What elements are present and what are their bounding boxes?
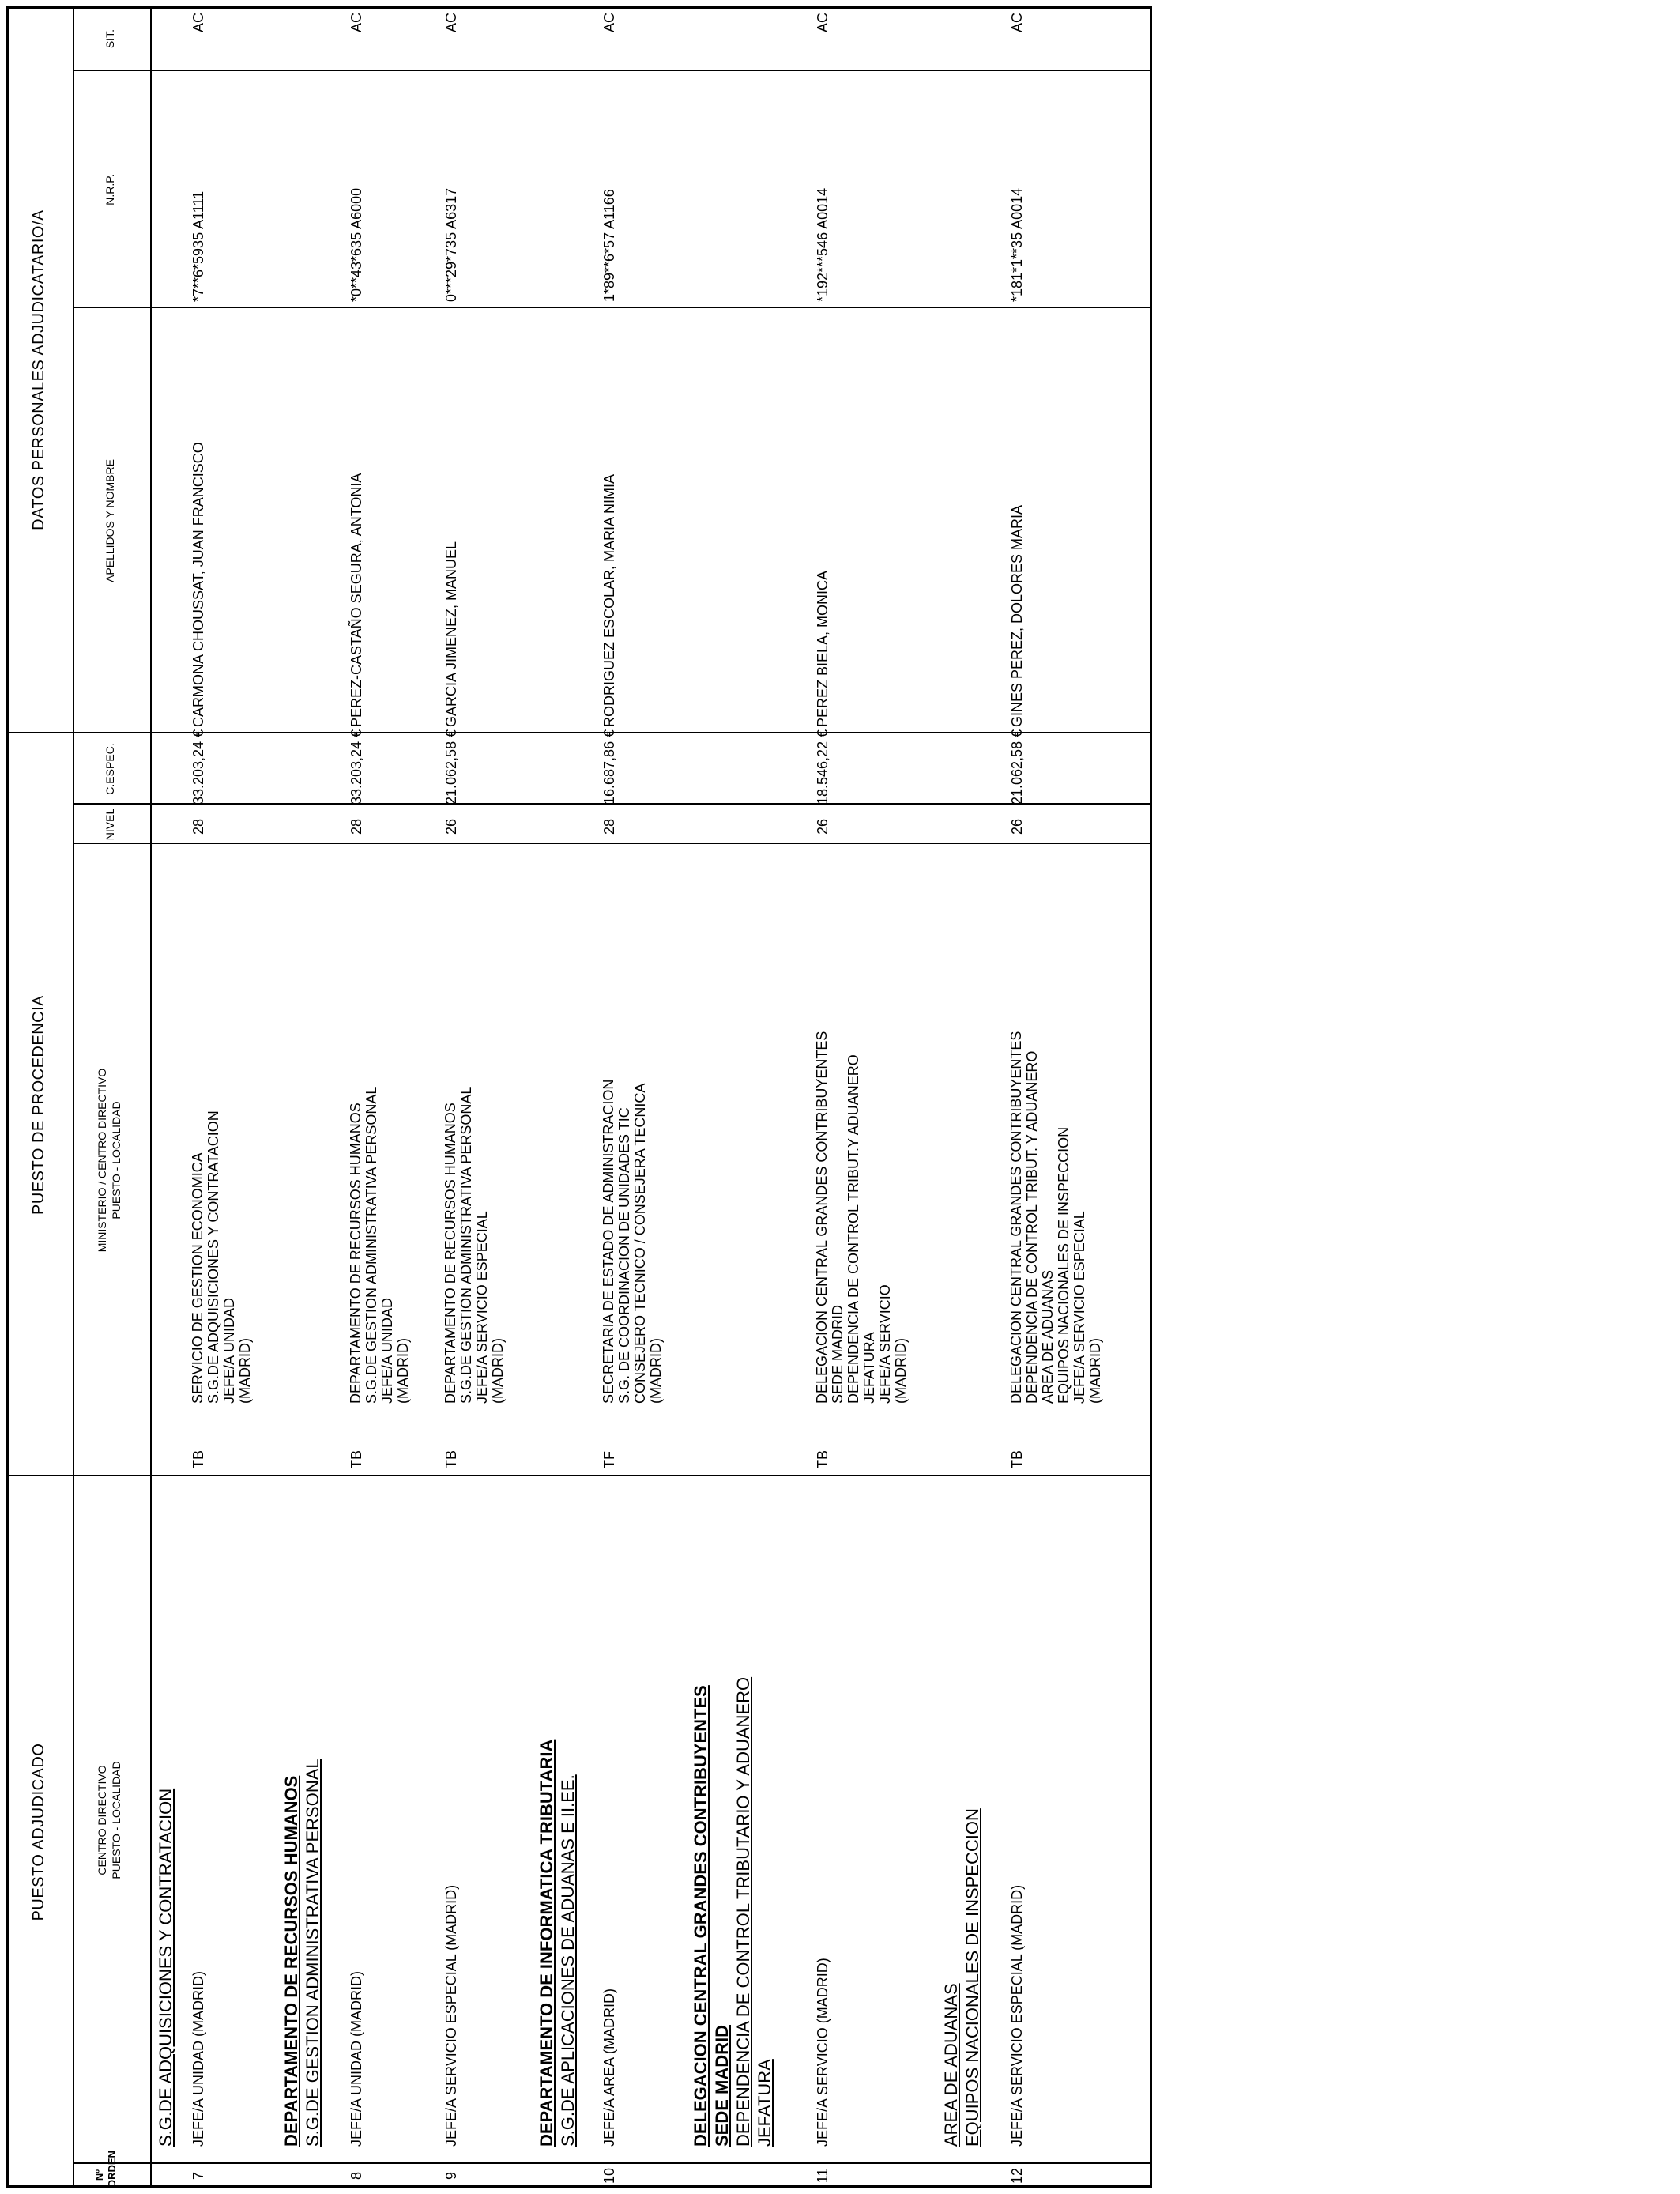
row-nrp: *7**6*5935 A1111 [190,190,206,302]
header-apellidos: APELLIDOS Y NOMBRE [104,459,116,582]
row-sit: AC [190,12,206,32]
row-tipo: TB [190,1449,206,1468]
row-procedencia: DELEGACION CENTRAL GRANDES CONTRIBUYENTES SEDE MADRID DEPENDENCIA DE CONTROL TRIBUT.Y ADUANERO JEFATURA JEFE/A SERVICIO (MADRID) [814,1031,909,1404]
row-sit: AC [815,12,831,32]
row-nombre: PEREZ BIELA, MONICA [815,570,831,727]
header-datos-personales: DATOS PERSONALES ADJUDICATARIO/A [30,209,47,530]
row-nombre: PEREZ-CASTAÑO SEGURA, ANTONIA [348,473,364,727]
group-heading: S.G.DE ADQUISICIONES Y CONTRATACION [156,1788,175,2147]
group-heading: DEPARTAMENTO DE INFORMATICA TRIBUTARIA [537,1739,556,2147]
row-nivel: 26 [1009,818,1025,835]
row-puesto: JEFE/A UNIDAD (MADRID) [348,1970,364,2147]
section-divider-2 [6,732,1152,733]
row-tipo: TB [443,1449,459,1468]
row-tipo: TB [815,1449,831,1468]
row-puesto: JEFE/A SERVICIO ESPECIAL (MADRID) [443,1884,459,2147]
header-divider-top [73,6,74,2188]
row-nivel: 28 [601,818,617,835]
header-sit: SIT. [104,28,116,49]
row-nivel: 28 [348,818,364,835]
row-procedencia: SECRETARIA DE ESTADO DE ADMINISTRACION S.G. DE COORDINACION DE UNIDADES TIC CONSEJERO TECNICO / CONSEJERA TECNICA (MADRID) [601,1079,664,1404]
row-procedencia: DELEGACION CENTRAL GRANDES CONTRIBUYENTES DEPENDENCIA DE CONTROL TRIBUT. Y ADUANERO AREA DE ADUANAS EQUIPOS NACIONALES DE INSPECCION JEFE/A SERVICIO ESPECIAL (MADRID) [1008,1031,1103,1404]
row-nombre: GINES PEREZ, DOLORES MARIA [1009,504,1025,727]
row-procedencia: DEPARTAMENTO DE RECURSOS HUMANOS S.G.DE GESTION ADMINISTRATIVA PERSONAL JEFE/A SERVICIO ESPECIAL (MADRID) [443,1086,506,1404]
row-nombre: GARCIA JIMENEZ, MANUEL [443,541,459,727]
row-nombre: RODRIGUEZ ESCOLAR, MARIA NIMIA [601,473,617,727]
group-subheading: EQUIPOS NACIONALES DE INSPECCION [962,1808,982,2147]
header-c-espec: C.ESPEC. [104,743,116,795]
row-puesto: JEFE/A UNIDAD (MADRID) [190,1970,206,2147]
header-nrp: N.R.P. [104,174,116,205]
row-c-espec: 33.203,24 € [348,729,364,805]
group-subheading: DEPENDENCIA DE CONTROL TRIBUTARIO Y ADUANERO [733,1676,753,2147]
row-puesto: JEFE/A AREA (MADRID) [601,1988,617,2147]
header-divider-bottom [150,6,152,2188]
header-nivel: NIVEL [104,808,116,841]
row-sit: AC [601,12,617,32]
row-c-espec: 18.546,22 € [815,729,831,805]
row-c-espec: 21.062,58 € [443,729,459,805]
header-puesto-procedencia: PUESTO DE PROCEDENCIA [30,995,47,1215]
group-heading: AREA DE ADUANAS [941,1983,961,2147]
row-c-espec: 16.687,86 € [601,729,617,805]
col-divider-nrp [73,307,1152,308]
header-centro-directivo: CENTRO DIRECTIVO PUESTO - LOCALIDAD [96,1761,122,1879]
row-c-espec: 33.203,24 € [190,729,206,805]
section-divider-1 [6,1475,1152,1476]
row-procedencia: SERVICIO DE GESTION ECONOMICA S.G.DE ADQUISICIONES Y CONTRATACION JEFE/A UNIDAD (MADRID) [190,1110,253,1404]
row-nrp: *192***546 A0014 [815,187,831,302]
row-puesto: JEFE/A SERVICIO ESPECIAL (MADRID) [1009,1884,1025,2147]
col-divider-sit [73,70,1152,71]
row-nrp: 1*89**6*57 A1166 [601,189,617,302]
row-nivel: 26 [815,818,831,835]
header-n-orden: Nº ORDEN [93,2151,118,2188]
row-orden: 9 [443,2172,459,2181]
col-divider-nivel [73,843,1152,844]
row-tipo: TF [601,1451,617,1468]
row-procedencia: DEPARTAMENTO DE RECURSOS HUMANOS S.G.DE GESTION ADMINISTRATIVA PERSONAL JEFE/A UNIDAD (MADRID) [348,1086,411,1404]
row-tipo: TB [348,1449,364,1468]
group-heading: DEPARTAMENTO DE RECURSOS HUMANOS [281,1775,301,2147]
row-tipo: TB [1009,1449,1025,1468]
row-nivel: 26 [443,818,459,835]
row-orden: 10 [601,2167,617,2185]
row-nrp: *181*1**35 A0014 [1009,187,1025,302]
row-orden: 11 [815,2168,831,2184]
row-nombre: CARMONA CHOUSSAT, JUAN FRANCISCO [190,442,206,727]
group-heading: SEDE MADRID [712,2024,732,2147]
group-subheading: S.G.DE APLICACIONES DE ADUANAS E II.EE. [558,1774,578,2147]
row-orden: 7 [190,2172,206,2181]
row-nivel: 28 [190,818,206,835]
group-heading: DELEGACION CENTRAL GRANDES CONTRIBUYENTES [691,1685,710,2147]
row-nrp: 0***29*735 A6317 [443,187,459,302]
row-nrp: *0**43*635 A6000 [348,187,364,302]
group-subheading: JEFATURA [755,2059,774,2147]
group-subheading: S.G.DE GESTION ADMINISTRATIVA PERSONAL [303,1759,322,2147]
row-sit: AC [443,12,459,32]
row-orden: 8 [348,2172,364,2181]
row-c-espec: 21.062,58 € [1009,729,1025,805]
row-sit: AC [348,12,364,32]
header-puesto-adjudicado: PUESTO ADJUDICADO [30,1743,47,1921]
row-sit: AC [1009,12,1025,32]
row-orden: 12 [1009,2167,1025,2185]
header-ministerio: MINISTERIO / CENTRO DIRECTIVO PUESTO - LOCALIDAD [96,1068,122,1253]
row-puesto: JEFE/A SERVICIO (MADRID) [815,1958,831,2147]
